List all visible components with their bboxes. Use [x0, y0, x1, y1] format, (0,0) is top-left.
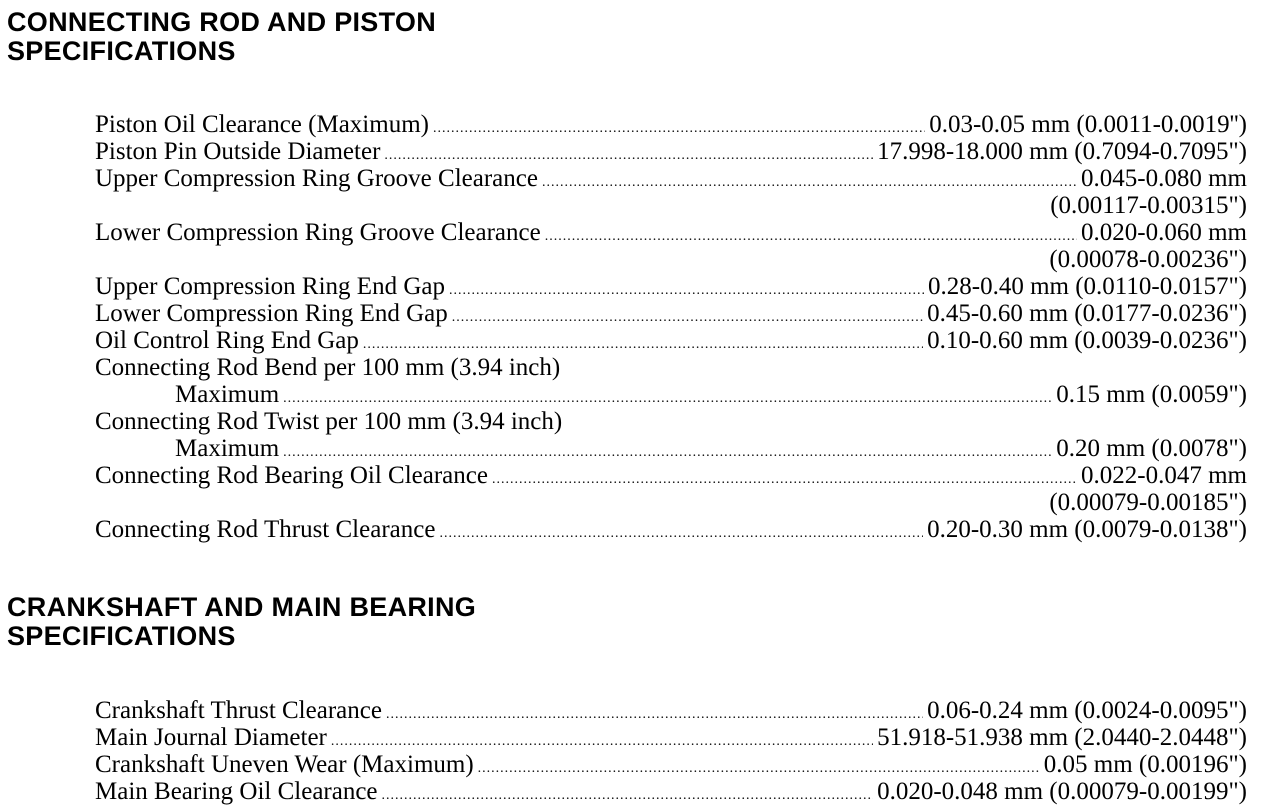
spec-label: Piston Oil Clearance (Maximum): [95, 111, 429, 138]
section-heading-crankshaft: [7, 593, 476, 651]
leader-dots: [433, 115, 925, 142]
spec-row: [95, 381, 1247, 408]
spec-row: [95, 462, 1247, 489]
leader-dots: [542, 169, 1077, 196]
spec-row: [95, 751, 1247, 778]
spec-value: 0.45-0.60 mm (0.0177-0.0236"): [927, 300, 1247, 327]
spec-label: Oil Control Ring End Gap: [95, 327, 359, 354]
spec-value: 0.045-0.080 mm: [1081, 165, 1247, 192]
spec-value: 0.022-0.047 mm: [1081, 462, 1247, 489]
spec-label: Crankshaft Thrust Clearance: [95, 697, 382, 724]
spec-value: 0.020-0.060 mm: [1081, 219, 1247, 246]
leader-dots: [439, 520, 923, 547]
spec-value-continued: (0.00117-0.00315"): [1050, 192, 1247, 219]
section-title-line1: CONNECTING ROD AND PISTON: [7, 7, 437, 37]
spec-row: [95, 327, 1247, 354]
spec-value: 0.020-0.048 mm (0.00079-0.00199"): [877, 778, 1247, 805]
spec-label: Piston Pin Outside Diameter: [95, 138, 381, 165]
spec-row: [95, 435, 1247, 462]
spec-row: [95, 111, 1247, 138]
spec-label: Lower Compression Ring End Gap: [95, 300, 448, 327]
spec-value: 51.918-51.938 mm (2.0440-2.0448"): [877, 724, 1247, 751]
leader-dots: [545, 223, 1077, 250]
spec-value: 0.15 mm (0.0059"): [1056, 381, 1247, 408]
spec-sublabel: Maximum: [175, 381, 280, 408]
spec-row: [95, 724, 1247, 751]
spec-value: 0.03-0.05 mm (0.0011-0.0019''): [929, 111, 1247, 138]
leader-dots: [386, 701, 923, 728]
leader-dots: [382, 782, 874, 809]
spec-list-connecting-rod: [95, 111, 1247, 543]
spec-label: Lower Compression Ring Groove Clearance: [95, 219, 541, 246]
section-title-line2: SPECIFICATIONS: [7, 36, 236, 66]
section-title-line1: CRANKSHAFT AND MAIN BEARING: [7, 592, 477, 622]
spec-row: [95, 219, 1247, 246]
spec-row: [95, 273, 1247, 300]
spec-label: Main Journal Diameter: [95, 724, 327, 751]
spec-value: 0.20 mm (0.0078"): [1056, 435, 1247, 462]
spec-value-continued: (0.00079-0.00185"): [1049, 489, 1247, 516]
spec-label: Connecting Rod Thrust Clearance: [95, 516, 436, 543]
spec-label-multiline: Connecting Rod Bend per 100 mm (3.94 inch): [95, 354, 561, 381]
spec-value: 0.10-0.60 mm (0.0039-0.0236"): [927, 327, 1247, 354]
spec-label: Connecting Rod Bearing Oil Clearance: [95, 462, 488, 489]
spec-row: [95, 697, 1247, 724]
leader-dots: [449, 277, 924, 304]
spec-sublabel: Maximum: [175, 435, 280, 462]
spec-value-continued: (0.00078-0.00236"): [1049, 246, 1247, 273]
spec-label: Main Bearing Oil Clearance: [95, 778, 378, 805]
section-title-line2: SPECIFICATIONS: [7, 621, 236, 651]
spec-label: Upper Compression Ring End Gap: [95, 273, 445, 300]
spec-list-crankshaft: [95, 697, 1247, 805]
leader-dots: [452, 304, 923, 331]
leader-dots: [492, 466, 1077, 493]
spec-row: [95, 516, 1247, 543]
spec-label-multiline: Connecting Rod Twist per 100 mm (3.94 inch): [95, 408, 563, 435]
spec-label: Crankshaft Uneven Wear (Maximum): [95, 751, 474, 778]
spec-label: Upper Compression Ring Groove Clearance: [95, 165, 538, 192]
spec-value: 0.06-0.24 mm (0.0024-0.0095"): [927, 697, 1247, 724]
spec-row: [95, 300, 1247, 327]
spec-row: [95, 165, 1247, 192]
spec-value: 17.998-18.000 mm (0.7094-0.7095"): [877, 138, 1247, 165]
spec-value: 0.20-0.30 mm (0.0079-0.0138"): [927, 516, 1247, 543]
spec-row: [95, 778, 1247, 805]
spec-row: [95, 138, 1247, 165]
spec-value: 0.05 mm (0.00196"): [1043, 751, 1247, 778]
spec-value: 0.28-0.40 mm (0.0110-0.0157"): [928, 273, 1247, 300]
section-heading-connecting-rod: [7, 8, 436, 66]
